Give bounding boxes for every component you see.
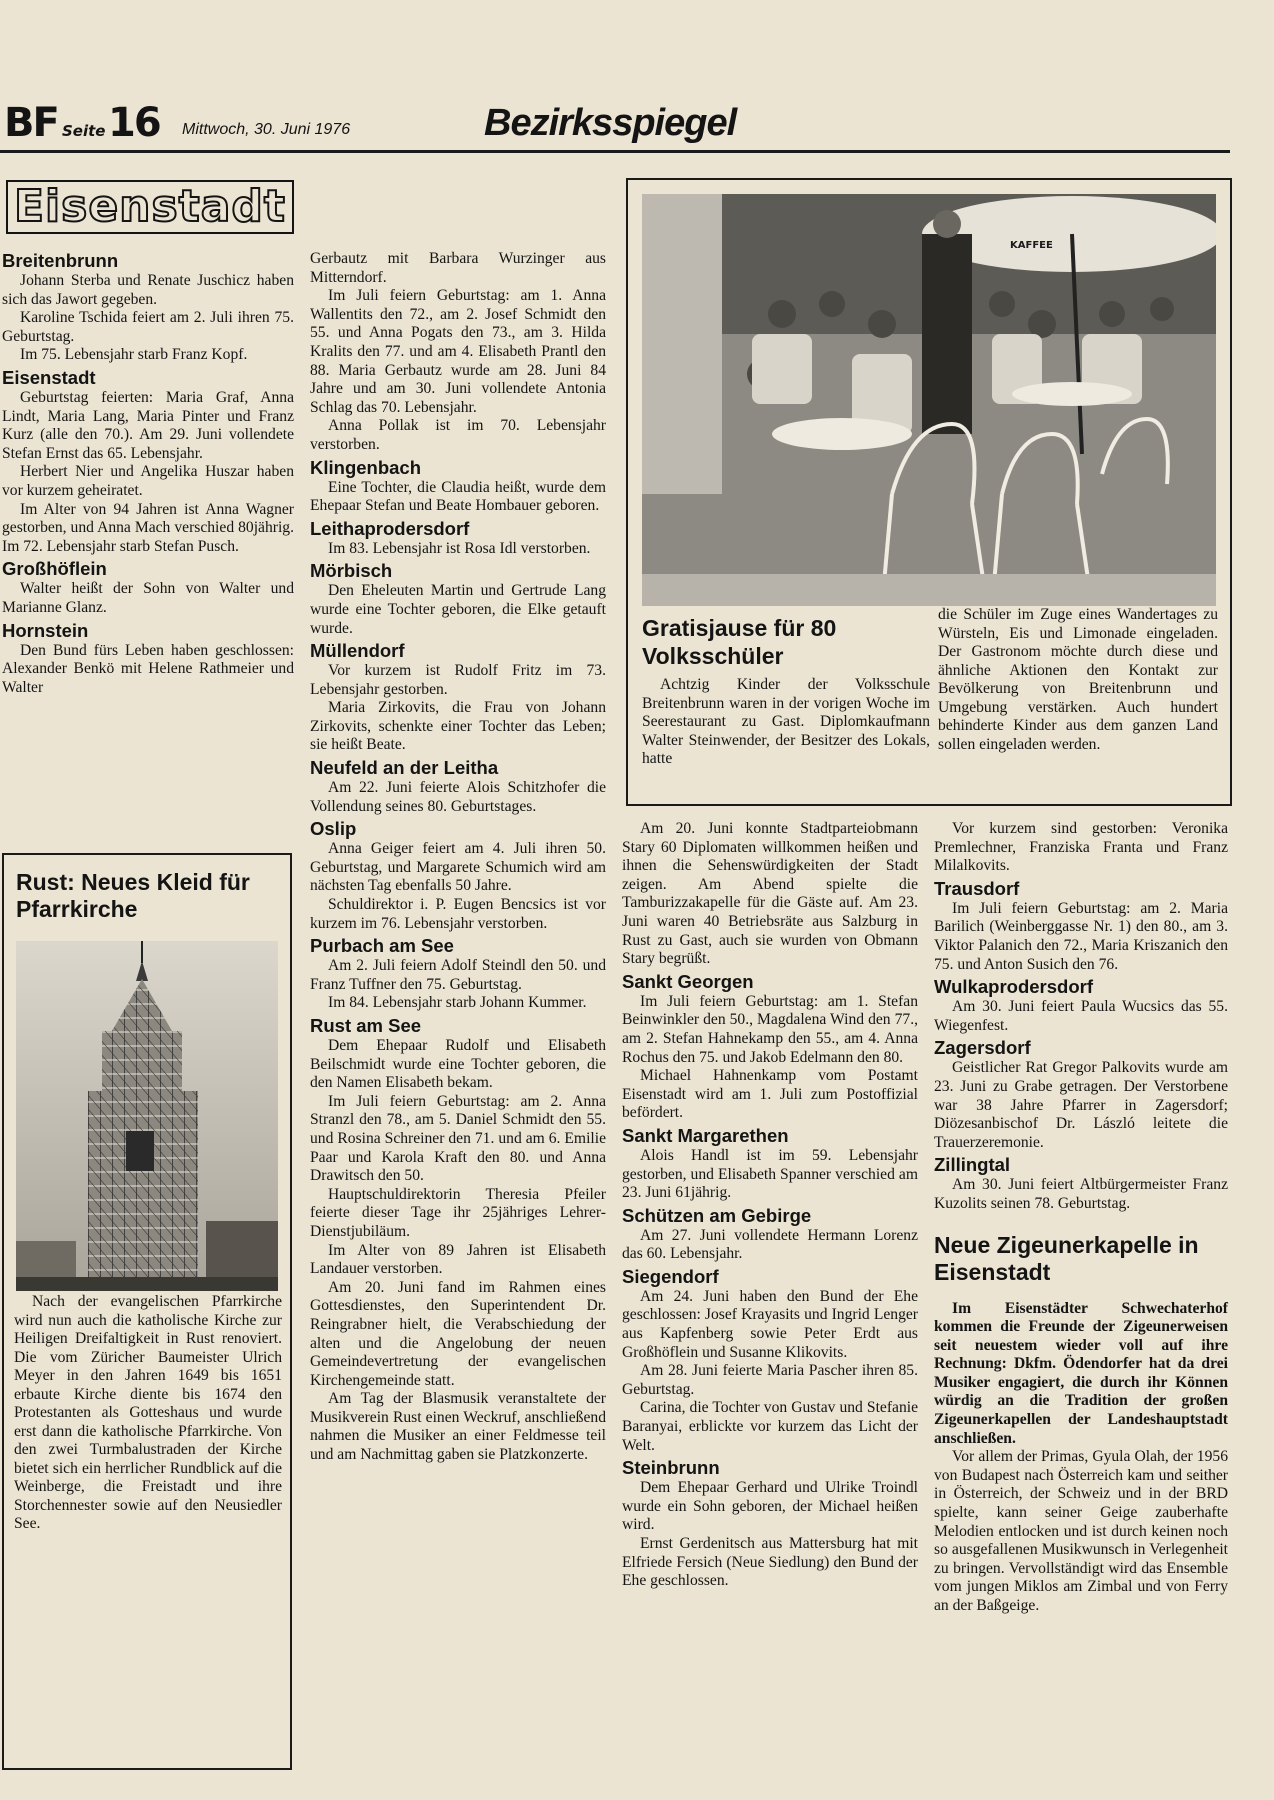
umbrella-label: KAFFEE	[1010, 240, 1053, 251]
paragraph: Geburtstag feierten: Maria Graf, Anna Lindt, Maria Lang, Maria Pinter und Franz Kurz (alle den 70.). Am 29. Juni vollendete Stefan Ernst das 65. Lebensjahr.	[2, 388, 294, 462]
paragraph: Im Juli feiern Geburtstag: am 2. Anna Stranzl den 78., am 5. Daniel Schmidt den 55. und Rosina Schreiner den 71. und am 6. Emilie Paar und Karola Kraft den 80. und Anna Drawitsch den 50.	[310, 1092, 606, 1185]
town-heading: Purbach am See	[310, 935, 454, 957]
paragraph: Maria Zirkovits, die Frau von Johann Zirkovits, schenkte einer Tochter das Leben; sie heißt Beate.	[310, 699, 606, 754]
paragraph: Ernst Gerdenitsch aus Mattersburg hat mit Elfriede Fersich (Neue Siedlung) den Bund der Ehe geschlossen.	[622, 1535, 918, 1590]
paragraph: Den Bund fürs Leben haben geschlossen: Alexander Benkö mit Helene Rathmeier und Walter	[2, 641, 294, 696]
paragraph: Am 24. Juni haben den Bund der Ehe geschlossen: Josef Krayasits und Ingrid Lenger aus Kapfenberg sowie Peter Erdt aus Großhöflein und Susanne Klikovits.	[622, 1287, 918, 1361]
paragraph: Anna Pollak ist im 70. Lebensjahr verstorben.	[310, 417, 606, 453]
paragraph: Eine Tochter, die Claudia heißt, wurde dem Ehepaar Stefan und Beate Hombauer geboren.	[310, 478, 606, 515]
paragraph: Im 84. Lebensjahr starb Johann Kummer.	[328, 994, 587, 1012]
town-heading: Schützen am Gebirge	[622, 1204, 812, 1226]
town-heading: Hornstein	[2, 619, 89, 641]
article-lead: Im Eisenstädter Schwechaterhof kommen die Freunde der Zigeunerweisen seit neuestem wieder voll auf ihre Rechnung: Dkfm. Ödendorfer hat da drei Musiker engagiert, die durch ihr Können würdig an die Tradition der großen Zigeunerkapellen der Landeshauptstadt anschließen.	[934, 1299, 1228, 1447]
town-heading: Sankt Margarethen	[622, 1124, 789, 1146]
article-headline: Gratisjause für 80 Volksschüler	[642, 615, 837, 669]
column-3	[622, 820, 918, 1591]
paragraph: Anna Geiger feiert am 4. Juli ihren 50. Geburtstag, und Margarete Schumich wird am nächsten Tag ebenfalls 50 Jahre.	[310, 840, 606, 895]
paragraph: Im Juli feiern Geburtstag: am 1. Anna Wallentits den 72., am 2. Josef Schmidt den 55. und Anna Pogats den 73., am 3. Hilda Kralits den 77. und am 4. Elisabeth Prantl den 88. Maria Gerbautz wurde am 28. Juni 84 Jahre und am 30. Juni vollendete Antonia Schlag das 70. Lebensjahr.	[310, 287, 606, 416]
town-heading: Leithaprodersdorf	[310, 517, 470, 539]
paragraph: Im 83. Lebensjahr ist Rosa Idl verstorben.	[328, 539, 591, 557]
article-headline: Rust: Neues Kleid für Pfarrkirche	[16, 869, 250, 922]
restaurant-terrace-photo	[642, 194, 1216, 606]
paragraph: Am 22. Juni feierte Alois Schitzhofer die Vollendung seines 80. Geburtstages.	[310, 779, 606, 815]
paragraph: Am 2. Juli feiern Adolf Steindl den 50. und Franz Tuffner den 75. Geburtstag.	[310, 957, 606, 993]
column-4	[934, 820, 1228, 1616]
paragraph: Am 28. Juni feierte Maria Pascher ihren 85. Geburtstag.	[622, 1362, 918, 1398]
paragraph: Michael Hahnenkamp vom Postamt Eisenstadt wird am 1. Juli zum Postoffizial befördert.	[622, 1067, 918, 1122]
paragraph: Am 20. Juni fand im Rahmen eines Gottesdienstes, den Superintendent Dr. Reingrabner hielt, die Verabschiedung der alten und die Angelobung der neuen Gemeindevertretung der evangelischen Kirchengemeinde statt.	[310, 1278, 606, 1389]
town-heading: Zillingtal	[934, 1154, 1011, 1176]
logo: BF	[4, 100, 58, 146]
town-heading: Großhöflein	[2, 558, 107, 580]
paragraph: Den Eheleuten Martin und Gertrude Lang wurde eine Tochter geboren, die Elke getauft wurde.	[310, 582, 606, 637]
paragraph: Am Tag der Blasmusik veranstaltete der Musikverein Rust einen Weckruf, anschließend nahmen die Musiker an einer Feldmesse teil und am Nachmittag gaben sie Platzkonzerte.	[310, 1390, 606, 1464]
paragraph: Achtzig Kinder der Volksschule Breitenbrunn waren in der vorigen Woche im Seerestaurant zu Gast. Diplomkaufmann Walter Steinwender, der Besitzer des Lokals, hatte	[642, 676, 930, 767]
paragraph: Im Alter von 89 Jahren ist Elisabeth Landauer verstorben.	[310, 1241, 606, 1278]
article-body	[14, 1293, 282, 1534]
paragraph: Im 75. Lebensjahr starb Franz Kopf.	[20, 346, 248, 364]
paragraph: Nach der evangelischen Pfarrkirche wird nun auch die katholische Kirche zur Heiligen Dreifaltigkeit in Rust renoviert. Die vom Züricher Baumeister Ulrich Meyer in den Jahren 1649 bis 1651 erbaute Kirche diente bis 1674 den Protestanten als Gotteshaus und wurde erst dann die katholische Pfarrkirche. Von den zwei Turmbalustraden der Kirche bietet sich ein herrlicher Rundblick auf die Weinberge, die Freistadt und ihre Storchennester sowie auf den Neusiedler See.	[14, 1293, 282, 1532]
article-headline: Neue Zigeunerkapelle in Eisenstadt	[934, 1231, 1199, 1285]
paragraph: Hauptschuldirektorin Theresia Pfeiler feierte dieser Tage ihr 25jähriges Lehrer-Dienstjubiläum.	[310, 1185, 606, 1240]
town-heading: Sankt Georgen	[622, 970, 754, 992]
town-heading: Müllendorf	[310, 640, 405, 662]
town-heading: Trausdorf	[934, 877, 1020, 899]
section-title: Bezirksspiegel	[484, 102, 737, 144]
paragraph: Am 20. Juni konnte Stadtparteiobmann Stary 60 Diplomaten willkommen heißen und ihnen die Sehenswürdigkeiten der Stadt zeigen. Am Abend spielte die Tamburizzakapelle für die Gäste auf. Am 23. Juni waren 40 Betriebsräte aus Salzburg in Rust zu Gast, auch sie wurden von Obmann Stary begrüßt.	[622, 820, 918, 968]
town-heading: Neufeld an der Leitha	[310, 757, 499, 779]
paragraph: Herbert Nier und Angelika Huszar haben vor kurzem geheiratet.	[2, 463, 294, 499]
masthead	[0, 96, 1240, 154]
column-1	[2, 250, 294, 697]
paragraph: Schuldirektor i. P. Eugen Bencsics ist vor kurzem im 76. Lebensjahr verstorben.	[310, 896, 606, 932]
rust-article-box	[2, 853, 292, 1770]
town-heading: Zagersdorf	[934, 1037, 1031, 1059]
church-tower-photo	[16, 941, 278, 1291]
issue-date: Mittwoch, 30. Juni 1976	[182, 121, 351, 138]
seite-label: Seite	[62, 122, 106, 140]
article-body-col-1	[642, 676, 930, 769]
paragraph: Walter heißt der Sohn von Walter und Marianne Glanz.	[2, 580, 294, 616]
town-heading: Mörbisch	[310, 560, 393, 582]
town-heading: Siegendorf	[622, 1265, 719, 1287]
page-number: 16	[108, 100, 160, 146]
town-heading: Breitenbrunn	[2, 250, 119, 271]
paragraph: Im Juli feiern Geburtstag: am 2. Maria Barilich (Weinberggasse Nr. 1) den 80., am 3. Viktor Palanich den 72., Maria Kriszanich den 75. und Anton Susich den 76.	[934, 899, 1228, 973]
paragraph: Am 30. Juni feiert Altbürgermeister Franz Kuzolits seinen 78. Geburtstag.	[934, 1176, 1228, 1212]
paragraph: Carina, die Tochter von Gustav und Stefanie Baranyai, erblickte vor kurzem das Licht der Welt.	[622, 1399, 918, 1454]
masthead-rule	[0, 150, 1230, 153]
paragraph: Dem Ehepaar Rudolf und Elisabeth Beilschmidt wurde eine Tochter geboren, die den Namen Elisabeth bekam.	[310, 1037, 606, 1092]
photo-article-box	[626, 178, 1232, 806]
article-body-col-2	[938, 606, 1218, 754]
city-banner: Eisenstadt	[6, 180, 294, 234]
paragraph: Geistlicher Rat Gregor Palkovits wurde am 23. Juni zu Grabe getragen. Der Verstorbene war 38 Jahre Pfarrer in Zagersdorf; Diözesanbischof Dr. László leitete die Trauerzeremonie.	[934, 1059, 1228, 1151]
column-2	[310, 250, 606, 1465]
paragraph: Am 30. Juni feiert Paula Wucsics das 55. Wiegenfest.	[934, 998, 1228, 1034]
paragraph: Alois Handl ist im 59. Lebensjahr gestorben, und Elisabeth Spanner verschied am 23. Juni 61jährig.	[622, 1146, 918, 1202]
paragraph: Vor kurzem sind gestorben: Veronika Premlechner, Franziska Franta und Franz Milalkovits.	[934, 820, 1228, 875]
paragraph: Vor allem der Primas, Gyula Olah, der 1956 von Budapest nach Österreich kam und seither in Österreich, der Schweiz und in der BRD spielte, kann seiner Geige zauberhafte Melodien entlocken und ist durch keinen noch so ausgefallenen Musikwunsch in Verlegenheit zu bringen. Vervollständigt wird das Ensemble vom jungen Miklos am Zimbal und von Ferry an der Baßgeige.	[934, 1448, 1228, 1614]
paragraph: Karoline Tschida feiert am 2. Juli ihren 75. Geburtstag.	[2, 309, 294, 345]
paragraph: Dem Ehepaar Gerhard und Ulrike Troindl wurde ein Sohn geboren, der Michael heißen wird.	[622, 1479, 918, 1534]
town-heading: Oslip	[310, 818, 357, 840]
town-heading: Steinbrunn	[622, 1457, 720, 1479]
paragraph: die Schüler im Zuge eines Wandertages zu Würsteln, Eis und Limonade eingeladen. Der Gastronom möchte durch diese und ähnliche Aktionen den Kontakt zur Bevölkerung von Breitenbrunn und Umgebung verstärken. Auch hundert behinderte Kinder aus dem ganzen Land sollen eingeladen werden.	[938, 606, 1218, 753]
paragraph: Im Alter von 94 Jahren ist Anna Wagner gestorben, und Anna Mach verschied 80jährig. Im 72. Lebensjahr starb Stefan Pusch.	[2, 500, 294, 555]
town-heading: Klingenbach	[310, 456, 422, 478]
paragraph: Johann Sterba und Renate Juschicz haben sich das Jawort gegeben.	[2, 272, 294, 308]
paragraph: Im Juli feiern Geburtstag: am 1. Stefan Beinwinkler den 50., Magdalena Wind den 77., am 2. Stefan Hahnekamp den 55., am 4. Anna Rochus den 75. und Jakob Edelmann den 80.	[622, 992, 918, 1066]
town-heading: Rust am See	[310, 1015, 422, 1036]
town-heading: Wulkaprodersdorf	[934, 976, 1093, 998]
paragraph: Gerbautz mit Barbara Wurzinger aus Mitterndorf.	[310, 250, 606, 286]
paragraph: Vor kurzem ist Rudolf Fritz im 73. Lebensjahr gestorben.	[310, 662, 606, 698]
paragraph: Am 27. Juni vollendete Hermann Lorenz das 60. Lebensjahr.	[622, 1226, 918, 1263]
town-heading: Eisenstadt	[2, 366, 96, 388]
